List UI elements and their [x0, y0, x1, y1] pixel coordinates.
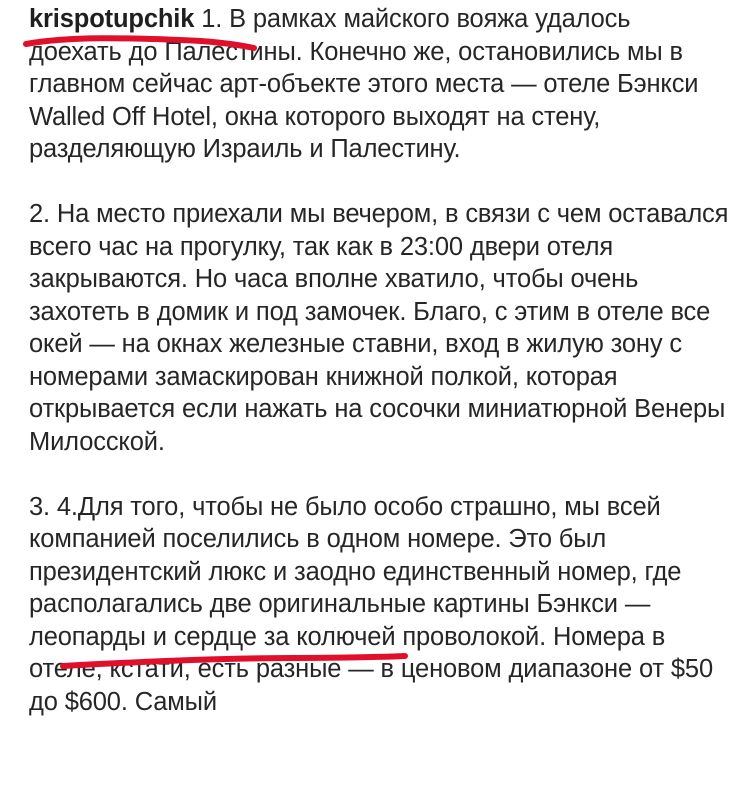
caption-text-1: 1. В рамках майского вояжа удалось доехать до Палестины. Конечно же, остановились мы в главном сейчас арт-объекте этого места — отеле Бэнкси Walled Off Hotel, окна которого выходят на стену, разделяющую Израиль и Палестину. — [29, 5, 699, 163]
caption-paragraph-2: 2. На место приехали мы вечером, в связи с чем оставался всего час на прогулку, так как в 23:00 двери отеля закрываются. Но часа вполне хватило, чтобы очень захотеть в домик и под замочек. Благо, с этим в отеле все окей — на окнах железные ставни, вход в жилую зону с номерами замаскирован книжной полкой, которая открывается если нажать на сосочки миниатюрной Венеры Милосской. — [29, 200, 729, 456]
caption-paragraph-1 — [29, 3, 729, 166]
post-caption — [29, 3, 729, 751]
username-link[interactable]: krispotupchik — [29, 5, 195, 33]
caption-paragraph-3: 3. 4.Для того, чтобы не было особо страшно, мы всей компанией поселились в одном номере. Это был президентский люкс и заодно единственный номер, где располагались две оригинальные картины Бэнкси — леопарды и сердце за колючей проволокой. Номера в отеле, кстати, есть разные — в ценовом диапазоне от $50 до $600. Самый — [29, 492, 713, 716]
